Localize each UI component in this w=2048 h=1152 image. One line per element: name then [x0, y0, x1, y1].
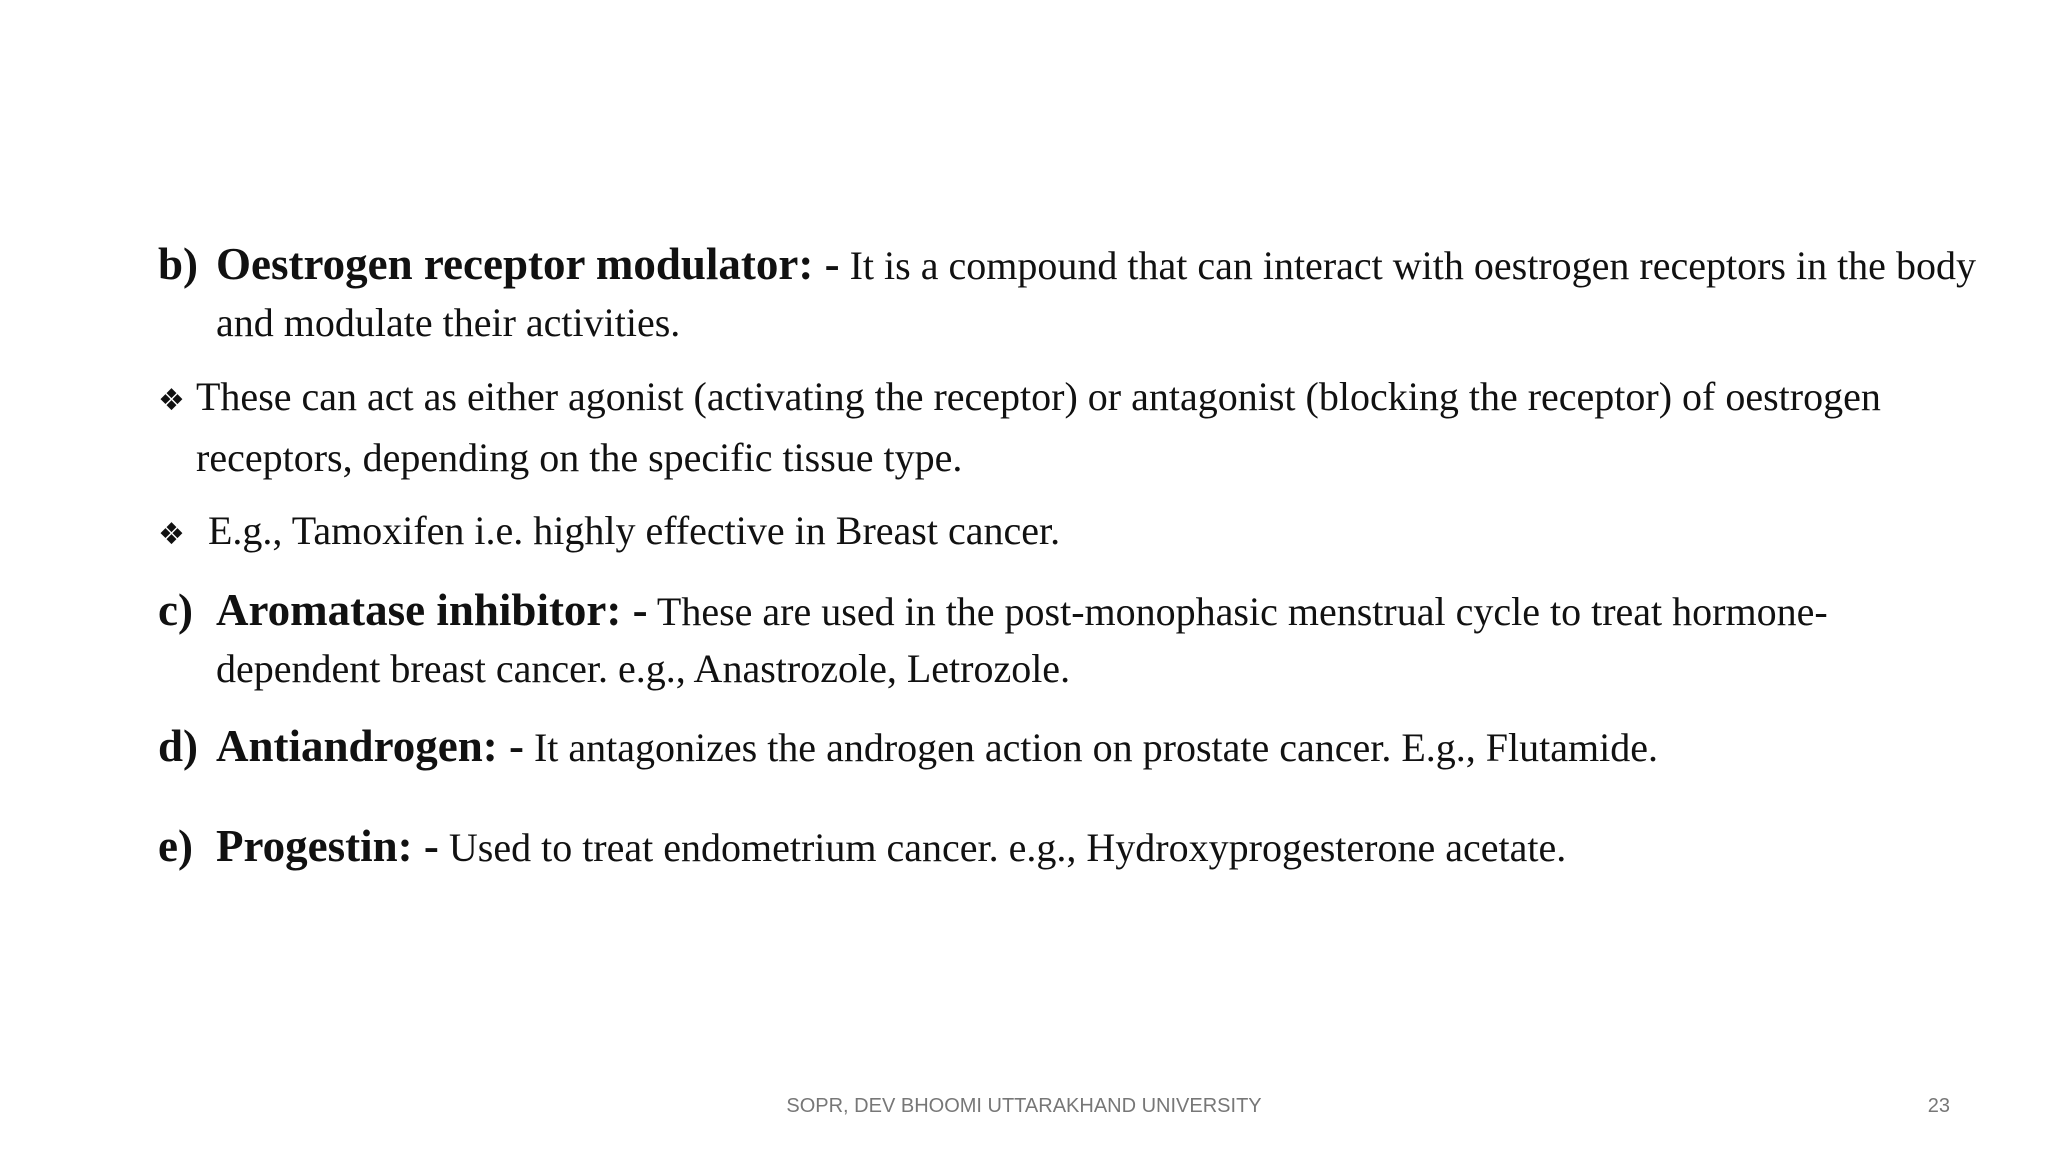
item-antiandrogen [158, 718, 1976, 776]
item-progestin [158, 818, 1976, 876]
item-description: These are used in the post-monophasic menstrual cycle to treat hormone-dependent breast cancer. e.g., Anastrozole, Letrozole. [216, 589, 1828, 691]
item-term: Antiandrogen: - [216, 721, 524, 771]
diamond-bullet-icon: ❖ [158, 383, 185, 418]
item-description: It is a compound that can interact with oestrogen receptors in the body and modulate their activities. [216, 243, 1976, 345]
item-marker: d) [158, 721, 199, 771]
item-term: Oestrogen receptor modulator: - [216, 239, 840, 289]
item-description: Used to treat endometrium cancer. e.g., Hydroxyprogesterone acetate. [438, 825, 1567, 870]
item-marker: e) [158, 821, 193, 871]
bullet-tamoxifen [158, 502, 1968, 563]
bullet-text: E.g., Tamoxifen i.e. highly effective in Breast cancer. [208, 508, 1061, 553]
item-term: Aromatase inhibitor: - [216, 585, 648, 635]
item-marker: b) [158, 239, 199, 289]
bullet-agonist-antagonist [158, 368, 1956, 486]
page-number: 23 [1927, 1095, 1950, 1117]
item-aromatase-inhibitor [158, 582, 1976, 697]
item-oestrogen-receptor-modulator [158, 236, 1976, 351]
bullet-text: These can act as either agonist (activating the receptor) or antagonist (blocking the receptor) of oestrogen receptors, depending on the specific tissue type. [196, 374, 1881, 480]
item-marker: c) [158, 585, 193, 635]
item-description: It antagonizes the androgen action on prostate cancer. E.g., Flutamide. [523, 725, 1659, 770]
footer-label: SOPR, DEV BHOOMI UTTARAKHAND UNIVERSITY [786, 1095, 1262, 1117]
diamond-bullet-icon: ❖ [158, 517, 185, 552]
item-term: Progestin: - [216, 821, 439, 871]
